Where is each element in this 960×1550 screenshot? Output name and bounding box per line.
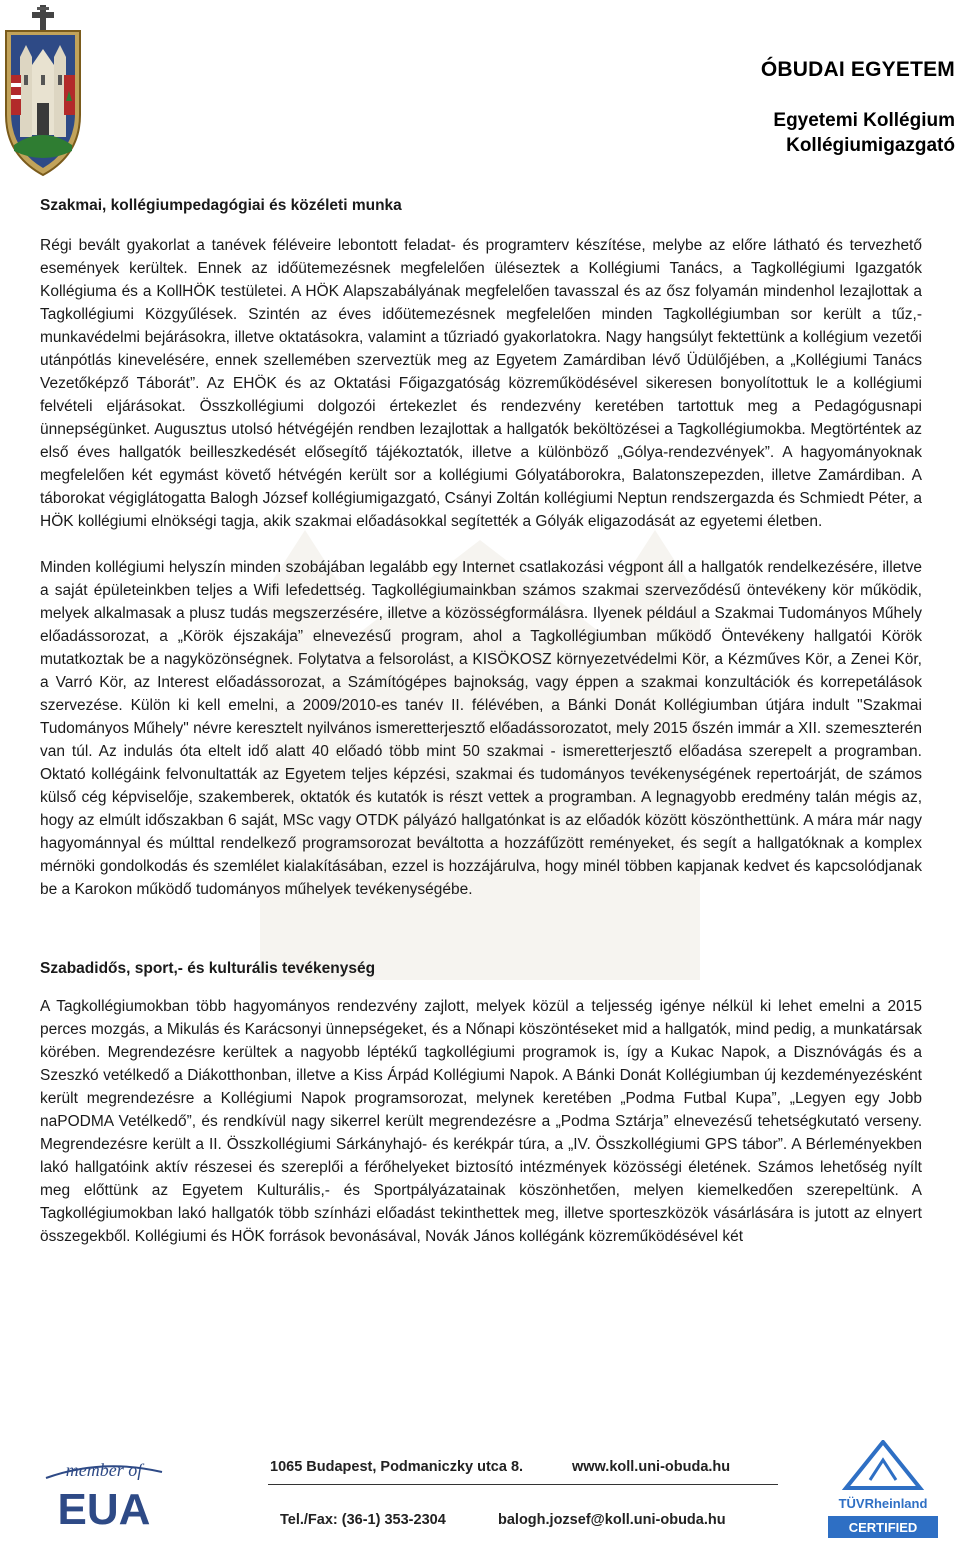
- section-heading-leisure: Szabadidős, sport,- és kulturális tevékenység: [40, 960, 376, 977]
- tuv-name-text: TÜVRheinland: [838, 1496, 928, 1511]
- section-heading-professional: Szakmai, kollégiumpedagógiai és közéleti munka: [40, 197, 402, 214]
- paragraph-professional-1: Régi bevált gyakorlat a tanévek féléveire lebontott feladat- és programterv készítése, melybe az előre látható és tervezhető események kerültek. Ennek az időütemezésnek megfelelően üléseztek a Kollégiumi Tanács, a Tagkollégiumi Igazgatók Kollégiuma és a KollHÖK testületei. A HÖK Alapszabályának megfelelően tavasszal és az ősz folyamán mindenhol lezajlottak a Tagkollégiumi Közgyűlések. Szintén az éves időütemezésnek megfelelően minden Tagkollégiumban sor került a tűz,- munkavédelmi bejárásokra, illetve oktatásokra, valamint a tűzriadó gyakorlatokra. Nagy hangsúlyt fektettünk a kollégium vezetői utánpótlás kinevelésére, ennek szellemében szerveztük meg az Egyetem Zamárdiban lévő Üdülőjében, a „Kollégiumi Tanács Vezetőképző Táborát”. Az EHÖK és az Oktatási Főigazgatóság közreműködésével sikeresen bonyolítottuk le a kollégiumi felvételi eljárásokat. Összkollégiumi dolgozói értekezlet és rendezvény keretében tartottuk meg a Pedagógusnapi ünnepségünket. Augusztus utolsó hétvégéjén rendben lezajlottak a hallgatók beköltözései a Tagkollégiumokba. Megtörténtek az első éves hallgatók beilleszkedését elősegítő tájékoztatók, illetve a különböző „Gólya-rendezvények”. A hagyományoknak megfelelően két egymást követő hétvégén került sor a kollégiumi Gólyatáborokra, Balatonszepezden, illetve Zamárdiban. A táborokat végiglátogatta Balogh József kollégiumigazgató, Csányi Zoltán kollégiumi Neptun rendszergazda és Schmiedt Péter, a HÖK kollégiumi elnökségi tagja, akik szakmai előadásokkal segítették a Gólyák eligazodását az egyetemi életben.: [40, 237, 922, 530]
- document-body: [40, 196, 922, 1248]
- university-crest-logo: [0, 5, 86, 177]
- office-line-2: Kollégiumigazgató: [786, 135, 955, 156]
- eua-member-of-text: member of: [65, 1460, 143, 1480]
- paragraph-professional-2: Minden kollégiumi helyszín minden szobájában legalább egy Internet csatlakozási végpont áll a hallgatók rendelkezésére, illetve a saját épületeinkben teljes a Wifi lefedettség. Tagkollégiumainkban számos szakmai szerveződésű öntevékeny kör működik, melyek alkalmasak a plusz tudás megszerzésére, illetve a közösségformálásra. Ilyenek például a Szakmai Tudományos Műhely előadássorozat, a „Körök éjszakája” elnevezésű program, ahol a Tagkollégiumban működő Öntevékeny hallgatói Körök mutatkoztak be a nagyközönségnek. Folytatva a felsorolást, a KISÖKOSZ környezetvédelmi Kör, a Kézműves Kör, a Zenei Kör, a Varró Kör, az Interest előadássorozat, a Számítógépes bajnokság, vagy éppen a szakmai konzultációk és korrepetálások szervezése. Külön ki kell emelni, a 2009/2010-es tanév II. félévében, a Bánki Donát Kollégiumban útjára indult "Szakmai Tudományos Műhely" névre keresztelt nyilvános ismeretterjesztő előadássorozatot, mely 2015 őszén immár a XII. szemeszterén van túl. Az indulás óta eltelt idő alatt 40 előadó több mint 50 szakmai - ismeretterjesztő előadása szerepelt a programban. Oktató kollégáink felvonultatták az Egyetem teljes képzési, szakmai és tudományos tevékenységének repertoárját, de számos külső cég képviselője, szakemberek, oktatók és kutatók is részt vettek a programban. A legnagyobb eredmény talán mégis az, hogy az elmúlt időszakban 6 saját, MSc vagy OTDK pályázó hallgatónkat is az előadók között köszönthettünk. A mára már nagy hagyománnyal és múlttal rendelkező programsorozat beváltotta a hozzáfűzött reményeket, és segít a hallgatóknak a komplex mérnöki gondolkodás és szemlélet kialakításában, ezzel is hozzájárulva, hogy minél többen kapjanak kedvet és kapcsolódjanak be a Karokon működő tudományos műhelyek tevékenységébe.: [40, 559, 922, 898]
- footer-divider: [268, 1484, 778, 1485]
- office-line-1: Egyetemi Kollégium: [773, 110, 955, 131]
- footer-email[interactable]: balogh.jozsef@koll.uni-obuda.hu: [498, 1512, 726, 1528]
- tuv-rheinland-certified-logo: [826, 1440, 940, 1540]
- office-title: [773, 108, 955, 158]
- tuv-certified-text: CERTIFIED: [848, 1520, 918, 1535]
- university-name: ÓBUDAI EGYETEM: [760, 58, 955, 81]
- eua-member-logo: [42, 1452, 166, 1532]
- footer-address: 1065 Budapest, Podmaniczky utca 8.: [270, 1459, 524, 1475]
- footer-website[interactable]: www.koll.uni-obuda.hu: [572, 1459, 731, 1475]
- footer-phone: Tel./Fax: (36-1) 353-2304: [280, 1512, 446, 1528]
- eua-acronym-text: EUA: [57, 1485, 151, 1532]
- paragraph-leisure-1: A Tagkollégiumokban több hagyományos rendezvény zajlott, melyek közül a teljesség igénye nélkül ki lehet emelni a 2015 perces mozgás, a Mikulás és Karácsonyi ünnepségeket, és a Nőnapi köszöntéseket mid a hallgatók, mind pedig, a munkatársak körében. Megrendezésre kerültek a nagyobb léptékű tagkollégiumi programok is, így a Kukac Napok, a Disznóvágás és a Szeszkó vetélkedő a Diákotthonban, illetve a Kiss Árpád Kollégiumi Napok. A Bánki Donát Kollégiumban új kezdeményezésként került megrendezésre a Kollégiumi Napok programsorozat, melynek keretében „Podma Futbal Kupa”, „Legyen egy Jobb naPODMA Vetélkedő”, és rendkívül nagy sikerrel került megrendezésre a „Podma Sztárja” elnevezésű tehetségkutató verseny. Megrendezésre került a II. Összkollégiumi Sárkányhajó- és kerékpár túra, a „IV. Összkollégiumi GPS tábor”. A Bérleményekben lakó hallgatóink aktív részesei és szereplői a férőhelyeket biztosító intézmények közösségi életének. Számos lehetőség nyílt meg előttünk az Egyetem Kulturális,- és Sportpályázatainak köszönhetően, melyen kiemelkedően szerepeltünk. A Tagkollégiumokban lakó hallgatók több színházi előadást tekinthettek meg, illetve sporteszközök vásárlására is jutott az elnyert összegekből. Kollégiumi és HÖK források bevonásával, Novák János kollégánk közreműködésével két: [40, 998, 922, 1245]
